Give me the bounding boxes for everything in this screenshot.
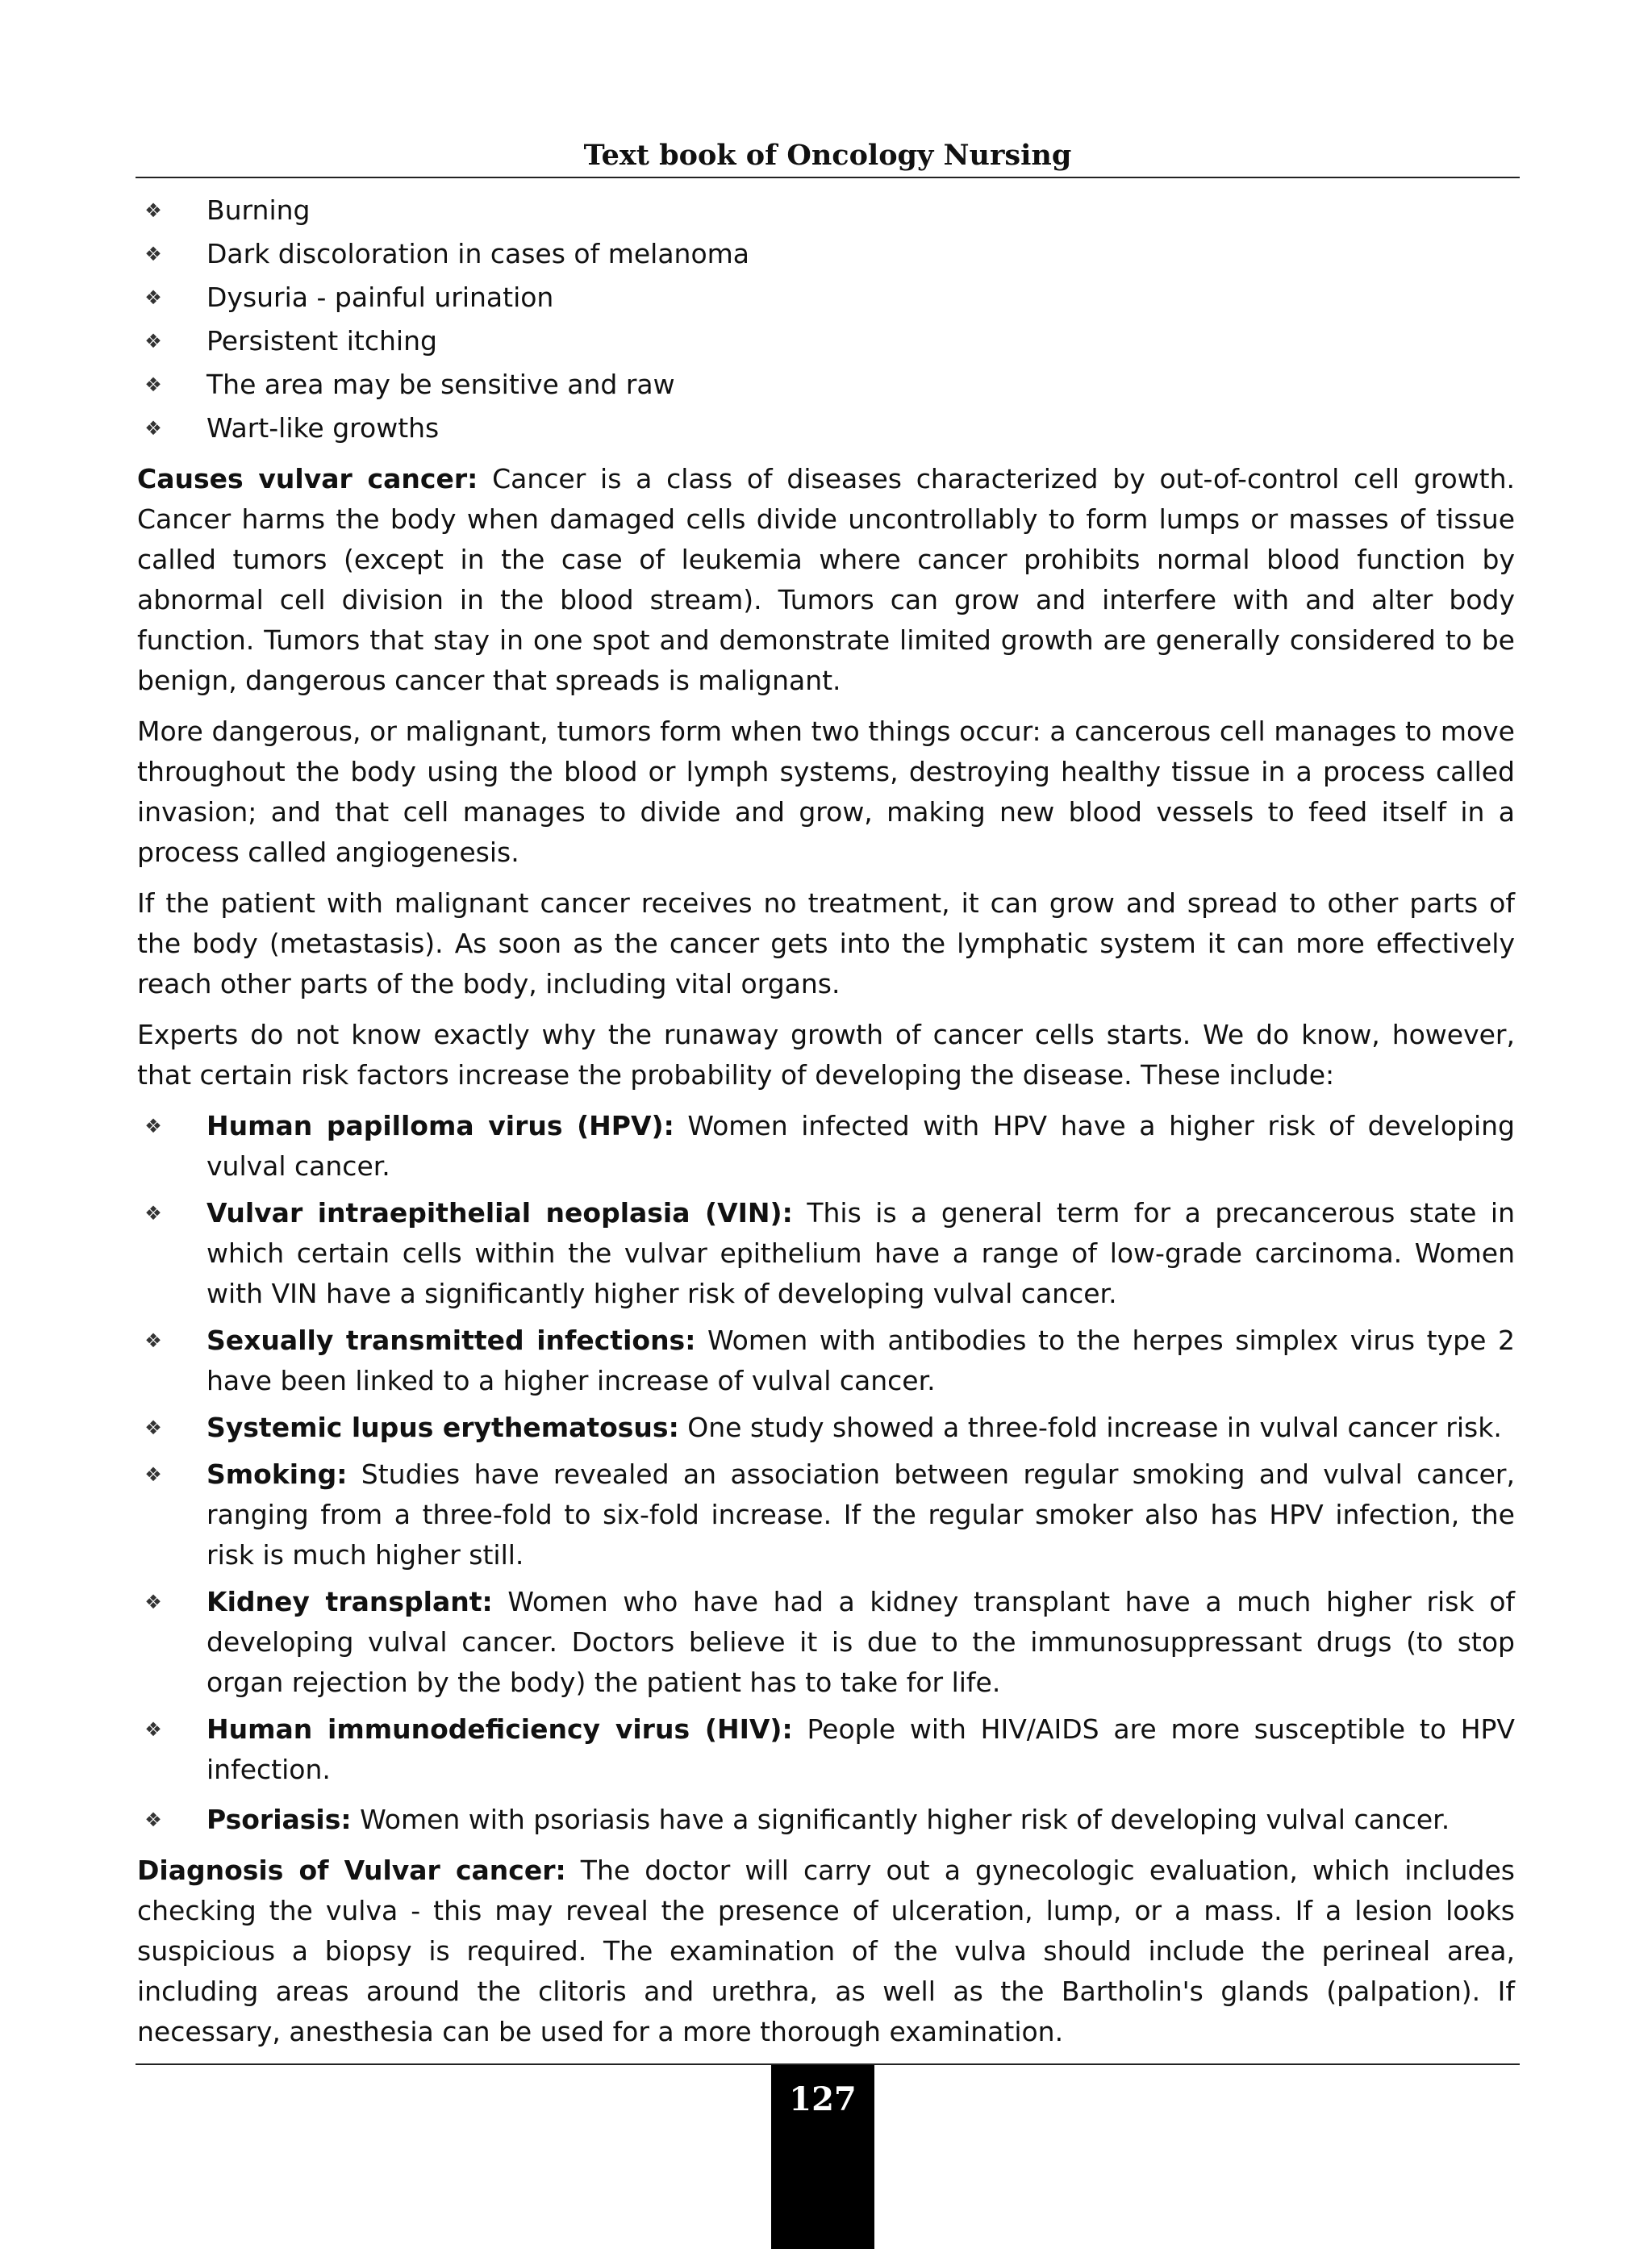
diamond-bullet-icon: ❖ [144, 330, 162, 353]
risk-factor-text: People with HIV/AIDS are more susceptible to HPV infection. [206, 1713, 1515, 1785]
diamond-bullet-icon: ❖ [144, 373, 162, 396]
diamond-bullet-icon: ❖ [144, 1809, 162, 1831]
diamond-bullet-icon: ❖ [144, 1591, 162, 1613]
risk-factor-item [137, 1106, 1515, 1187]
list-item-text: The area may be sensitive and raw [206, 369, 675, 400]
list-item [137, 234, 1515, 274]
body-paragraph: More dangerous, or malignant, tumors form when two things occur: a cancerous cell manages to move throughout the body using the blood or lymph systems, destroying healthy tissue in a process called invasion; and that cell manages to divide and grow, making new blood vessels to feed itself in a process called angiogenesis. [137, 716, 1515, 868]
risk-factor-text: Women with antibodies to the herpes simplex virus type 2 have been linked to a higher increase of vulval cancer. [206, 1325, 1515, 1396]
list-item [137, 190, 1515, 231]
risk-factor-title: Human papilloma virus (HPV): [206, 1110, 674, 1141]
risk-factor-item [137, 1454, 1515, 1575]
risk-factor-item [137, 1193, 1515, 1314]
diamond-bullet-icon: ❖ [144, 1202, 162, 1225]
risk-factor-title: Vulvar intraepithelial neoplasia (VIN): [206, 1197, 793, 1229]
list-item [137, 365, 1515, 405]
diamond-bullet-icon: ❖ [144, 1417, 162, 1439]
risk-factor-item [137, 1800, 1515, 1840]
diagnosis-heading: Diagnosis of Vulvar cancer: [137, 1855, 566, 1886]
causes-paragraph [137, 459, 1515, 701]
list-item [137, 408, 1515, 449]
risk-factor-text: One study showed a three-fold increase in vulval cancer risk. [678, 1412, 1502, 1443]
diamond-bullet-icon: ❖ [144, 243, 162, 265]
risk-factor-title: Kidney transplant: [206, 1586, 493, 1617]
page-number: 127 [789, 2080, 857, 2118]
causes-text: Cancer is a class of diseases characterized by out-of-control cell growth. Cancer harms the body when damaged cells divide uncontrollably to form lumps or masses of tissue called tumors (except in the case of leukemia where cancer prohibits normal blood function by abnormal cell division in the blood stream). Tumors can grow and interfere with and alter body function. Tumors that stay in one spot and demonstrate limited growth are generally considered to be benign, dangerous cancer that spreads is malignant. [137, 463, 1515, 696]
diamond-bullet-icon: ❖ [144, 286, 162, 309]
risk-factor-item [137, 1582, 1515, 1703]
causes-heading: Causes vulvar cancer: [137, 463, 478, 494]
list-item [137, 321, 1515, 361]
list-item-text: Dark discoloration in cases of melanoma [206, 238, 750, 269]
list-item-text: Wart-like growths [206, 412, 440, 444]
diamond-bullet-icon: ❖ [144, 1463, 162, 1486]
running-header: Text book of Oncology Nursing [583, 139, 1072, 172]
risk-factor-text: This is a general term for a precancerous state in which certain cells within the vulvar epithelium have a range of low-grade carcinoma. Women with VIN have a significantly higher risk of developing vulval cancer. [206, 1197, 1516, 1309]
risk-factor-title: Psoriasis: [206, 1804, 352, 1835]
symptom-list [137, 190, 1515, 449]
body-paragraph: Experts do not know exactly why the runaway growth of cancer cells starts. We do know, however, that certain risk factors increase the probability of developing the disease. These include: [137, 1019, 1515, 1091]
diamond-bullet-icon: ❖ [144, 417, 162, 440]
list-item [137, 277, 1515, 318]
diamond-bullet-icon: ❖ [144, 1115, 162, 1137]
risk-factor-item [137, 1709, 1515, 1790]
risk-factor-title: Human immunodeficiency virus (HIV): [206, 1713, 793, 1745]
diagnosis-text: The doctor will carry out a gynecologic evaluation, which includes checking the vulva - this may reveal the presence of ulceration, lump, or a mass. If a lesion looks suspicious a biopsy is required. The examination of the vulva should include the perineal area, including areas around the clitoris and urethra, as well as the Bartholin's glands (palpation). If necessary, anesthesia can be used for a more thorough examination. [137, 1855, 1515, 2047]
diagnosis-paragraph [137, 1851, 1515, 2052]
risk-factor-text: Women with psoriasis have a significantly higher risk of developing vulval cancer. [351, 1804, 1450, 1835]
risk-factor-text: Studies have revealed an association between regular smoking and vulval cancer, ranging from a three-fold to six-fold increase. If the regular smoker also has HPV infection, the risk is much higher still. [206, 1458, 1515, 1571]
risk-factor-text: Women who have had a kidney transplant have a much higher risk of developing vulval cancer. Doctors believe it is due to the immunosuppressant drugs (to stop organ rejection by the body) the patient has to take for life. [206, 1586, 1515, 1698]
risk-factor-title: Systemic lupus erythematosus: [206, 1412, 679, 1443]
body-paragraph: If the patient with malignant cancer receives no treatment, it can grow and spread to other parts of the body (metastasis). As soon as the cancer gets into the lymphatic system it can more effectively reach other parts of the body, including vital organs. [137, 887, 1515, 999]
risk-factor-title: Sexually transmitted infections: [206, 1325, 696, 1356]
list-item-text: Burning [206, 194, 311, 226]
risk-factor-title: Smoking: [206, 1458, 348, 1490]
risk-factor-text: Women infected with HPV have a higher risk of developing vulval cancer. [206, 1110, 1515, 1182]
diamond-bullet-icon: ❖ [144, 1329, 162, 1352]
risk-factor-item [137, 1321, 1515, 1401]
header-rule [136, 177, 1520, 178]
page-number-tab [771, 2065, 874, 2249]
list-item-text: Dysuria - painful urination [206, 282, 554, 313]
diamond-bullet-icon: ❖ [144, 1718, 162, 1741]
risk-factor-item [137, 1408, 1515, 1448]
diamond-bullet-icon: ❖ [144, 199, 162, 222]
page-content [137, 190, 1515, 2052]
risk-factor-list [137, 1106, 1515, 1840]
list-item-text: Persistent itching [206, 325, 437, 357]
